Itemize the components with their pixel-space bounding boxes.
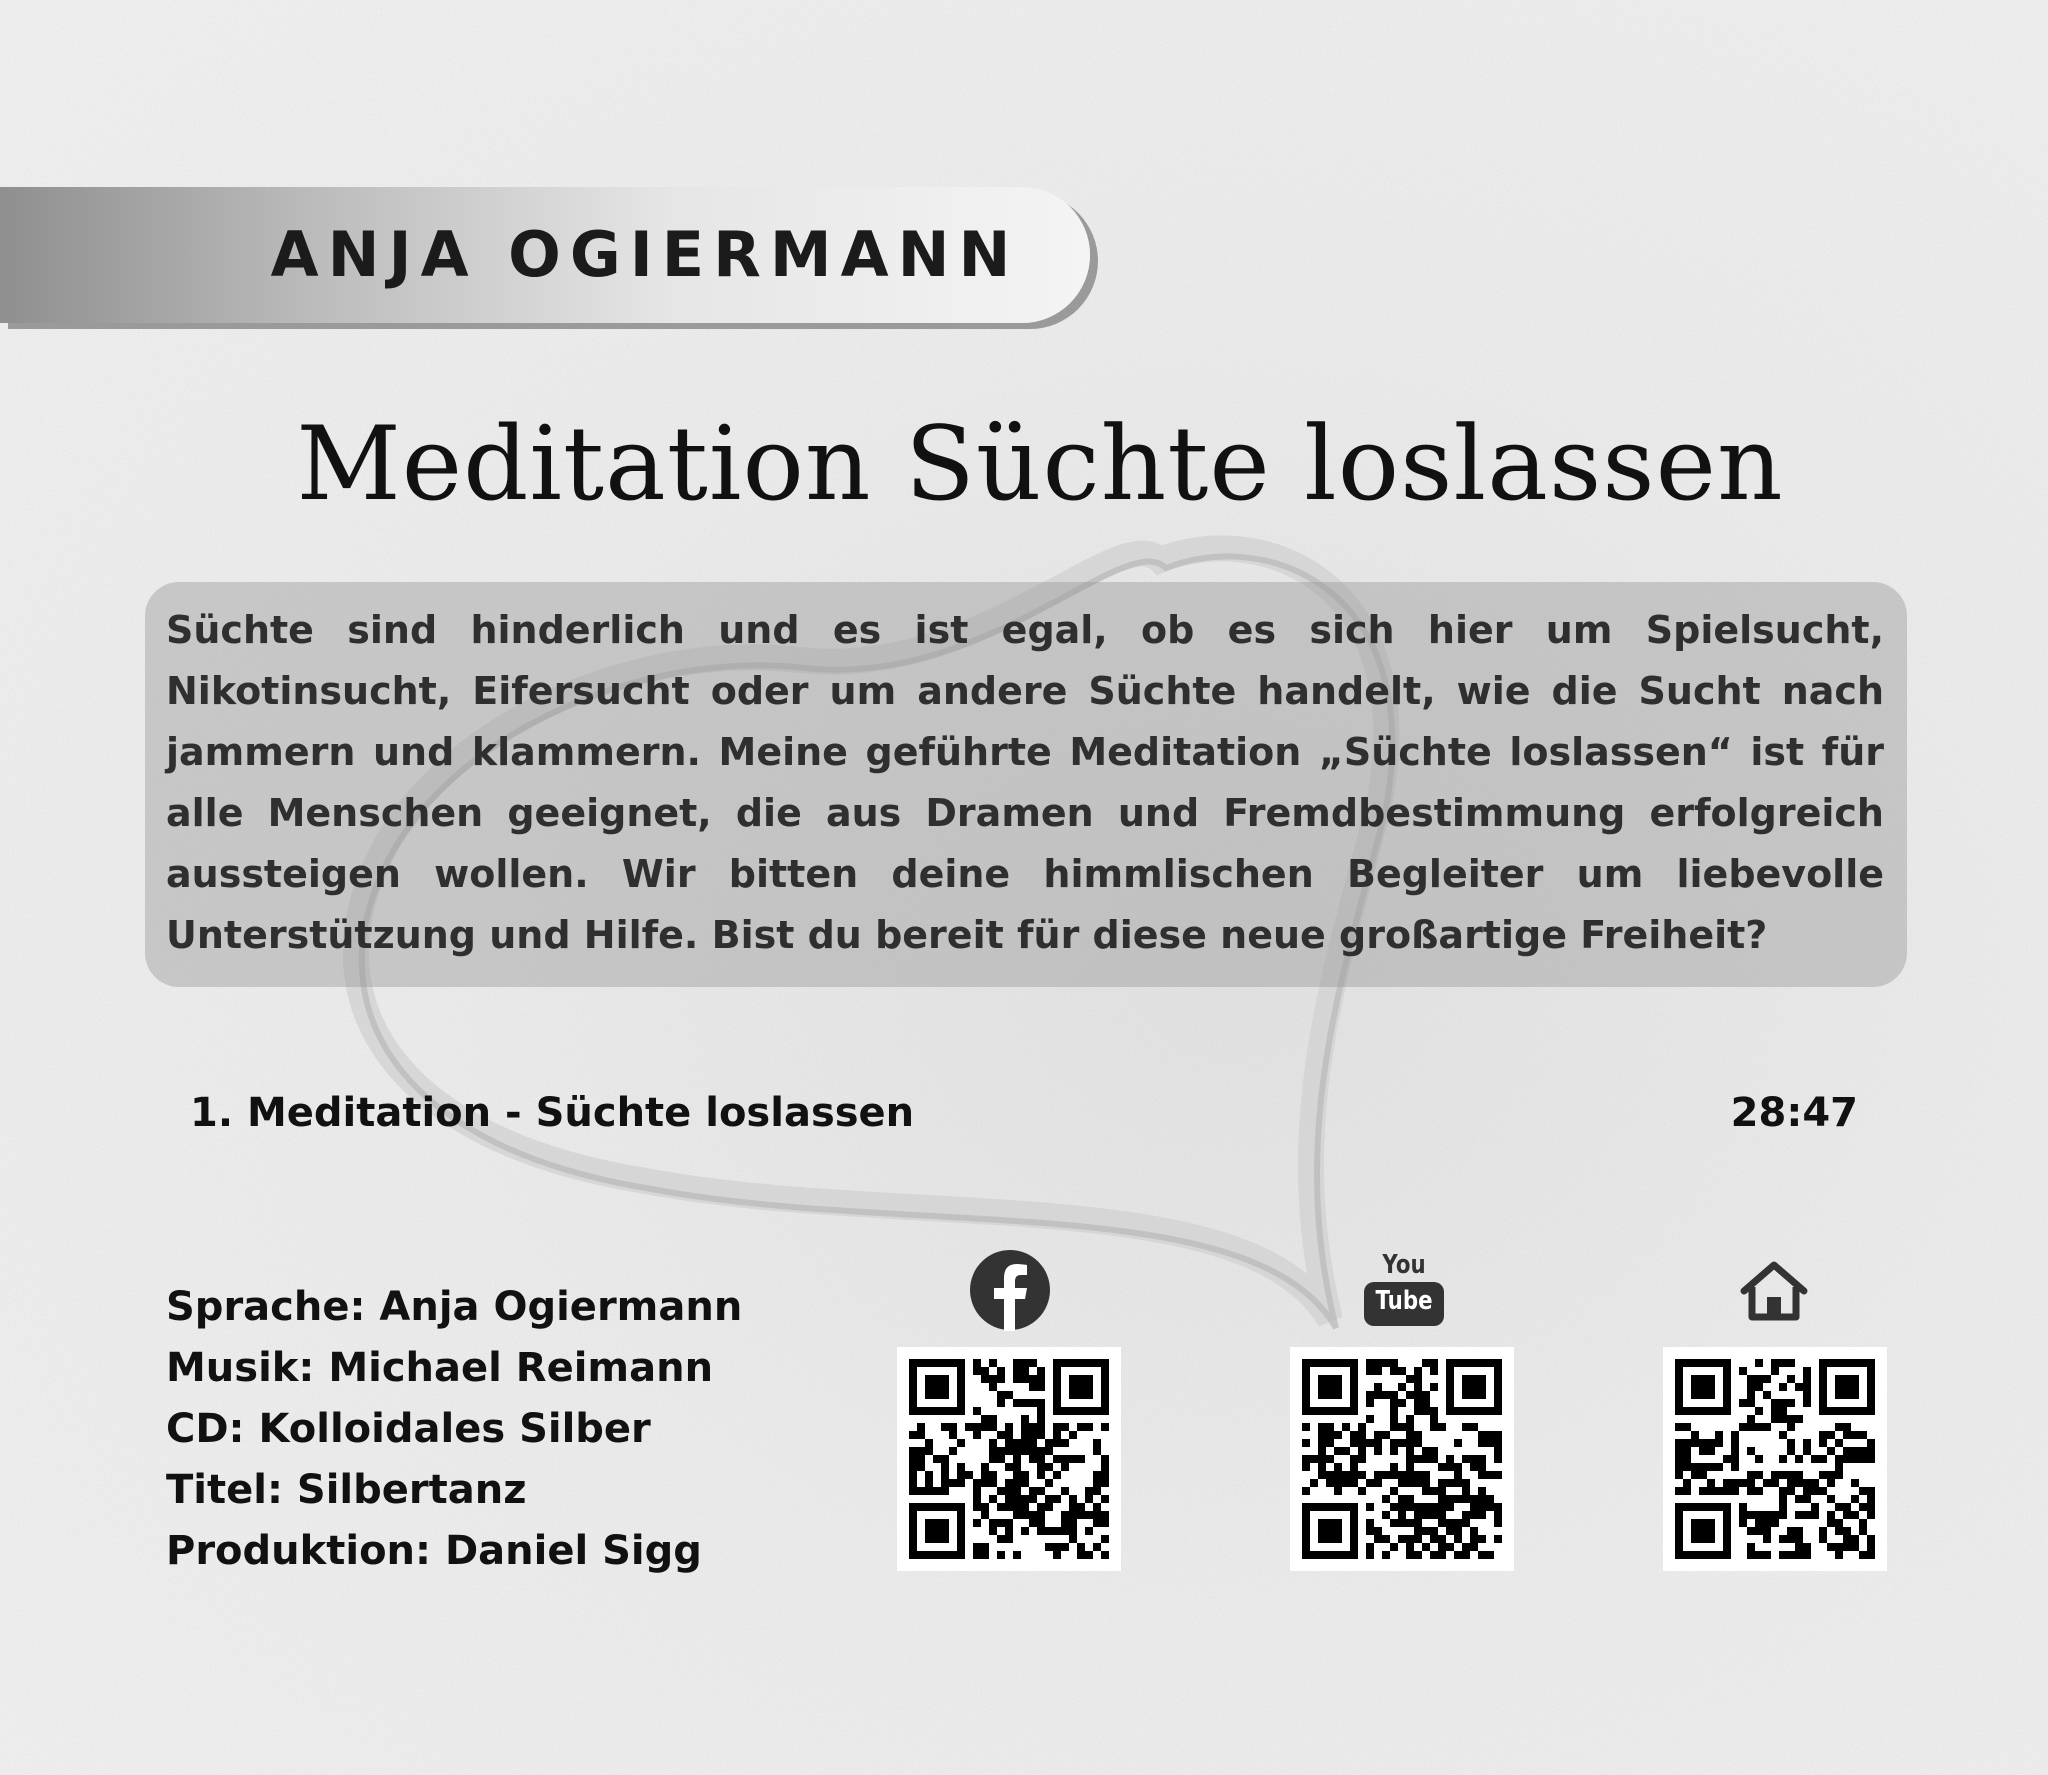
album-title: Meditation Süchte loslassen — [296, 405, 1784, 524]
facebook-qr-code[interactable] — [897, 1347, 1121, 1571]
youtube-qr-code[interactable] — [1290, 1347, 1514, 1571]
description-text: Süchte sind hinderlich und es ist egal, ob es sich hier um Spielsucht, Nikotinsucht, Eifersucht oder um andere Süchte handelt, wie die Sucht nach jammern und klammern. Meine geführte Meditation „Süchte loslassen“ ist für alle Menschen geeignet, die aus Dramen und Fremdbestimmung erfolgreich aussteigen wollen. Wir bitten deine himmlischen Begleiter um liebevolle Unterstützung und Hilfe. Bist du bereit für diese neue großartige Freiheit? — [166, 608, 1884, 957]
home-icon[interactable] — [1738, 1259, 1810, 1323]
youtube-logo-you: You — [1382, 1250, 1426, 1280]
youtube-icon[interactable] — [1362, 1250, 1446, 1328]
credit-line: Sprache: Anja Ogiermann — [166, 1284, 743, 1330]
track-duration: 28:47 — [1730, 1090, 1858, 1136]
homepage-qr-code[interactable] — [1663, 1347, 1887, 1571]
facebook-icon[interactable] — [969, 1249, 1051, 1331]
credits-list — [166, 1277, 742, 1582]
author-name: ANJA OGIERMANN — [270, 218, 1020, 291]
credit-line: CD: Kolloidales Silber — [166, 1406, 651, 1452]
youtube-logo-tube: Tube — [1375, 1286, 1433, 1316]
credit-line: Musik: Michael Reimann — [166, 1345, 714, 1391]
credit-line: Produktion: Daniel Sigg — [166, 1528, 702, 1574]
track-title: 1. Meditation - Süchte loslassen — [190, 1090, 915, 1136]
credit-line: Titel: Silbertanz — [166, 1467, 527, 1513]
